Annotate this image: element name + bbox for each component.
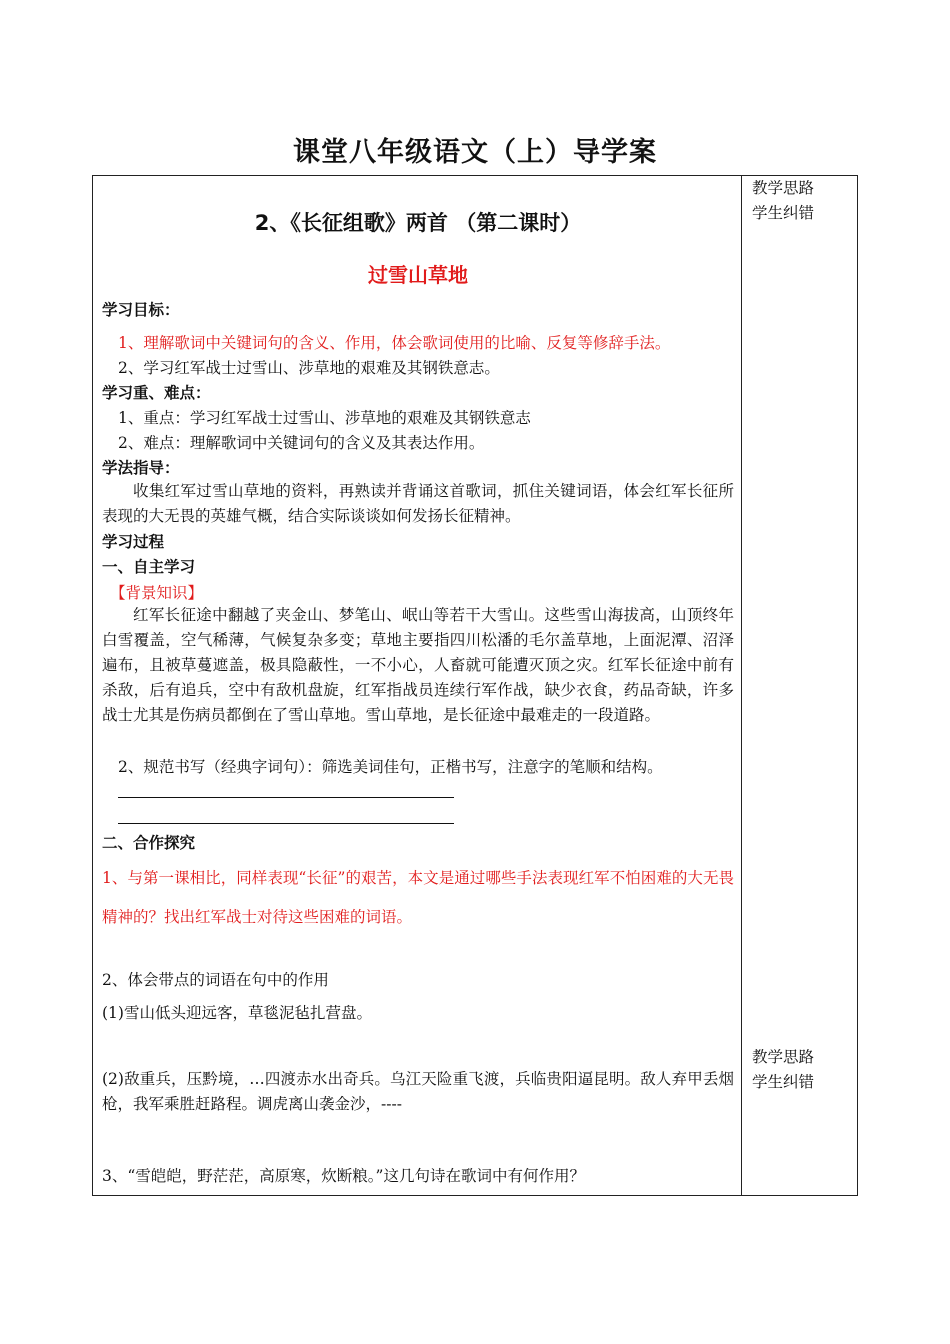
goal-item-1: 1、理解歌词中关键词句的含义、作用，体会歌词使用的比喻、反复等修辞手法。 xyxy=(118,334,671,352)
key-point-1: 1、重点：学习红军战士过雪山、涉草地的艰难及其钢铁意志 xyxy=(118,409,531,427)
question-3: 3、“雪皑皑，野茫茫，高原寒，炊断粮。”这几句诗在歌词中有何作用？ xyxy=(102,1167,585,1185)
writing-task: 2、规范书写（经典字词句）：筛选美词佳句，正楷书写，注意字的笔顺和结构。 xyxy=(118,758,663,776)
question-2: 2、体会带点的词语在句中的作用 xyxy=(102,971,329,989)
side-note-correction: 学生纠错 xyxy=(752,204,815,222)
side-notes-bottom xyxy=(752,1045,814,1095)
sub-title: 过雪山草地 xyxy=(368,263,468,287)
page-title: 课堂八年级语文（上）导学案 xyxy=(293,137,657,168)
question-1: 1、与第一课相比，同样表现“长征”的艰苦，本文是通过哪些手法表现红军不怕困难的大无畏精神的？找出红军战士对待这些困难的词语。 xyxy=(102,869,734,926)
background-label: 【背景知识】 xyxy=(110,584,204,602)
column-divider xyxy=(741,175,742,1196)
side-note-teaching: 教学思路 xyxy=(752,1048,815,1066)
key-point-2: 2、难点：理解歌词中关键词句的含义及其表达作用。 xyxy=(118,434,485,452)
answer-line-1 xyxy=(118,797,454,798)
side-note-correction: 学生纠错 xyxy=(752,1073,815,1091)
section1-heading: 一、自主学习 xyxy=(102,558,196,576)
method-text: 收集红军过雪山草地的资料，再熟读并背诵这首歌词，抓住关键词语，体会红军长征所表现的大无畏的英雄气概，结合实际谈谈如何发扬长征精神。 xyxy=(102,482,734,525)
question-2-sentence-2: (2)敌重兵，压黔境，…四渡赤水出奇兵。乌江天险重飞渡，兵临贵阳逼昆明。敌人弃甲丢烟枪，我军乘胜赶路程。调虎离山袭金沙，---- xyxy=(102,1070,734,1113)
method-heading: 学法指导： xyxy=(102,459,180,477)
background-text: 红军长征途中翻越了夹金山、梦笔山、岷山等若干大雪山。这些雪山海拔高，山顶终年白雪覆盖，空气稀薄，气候复杂多变；草地主要指四川松潘的毛尔盖草地，上面泥潭、沼泽遍布，且被草蔓遮盖，极具隐蔽性，一不小心，人畜就可能遭灭顶之灾。红军长征途中前有杀敌，后有追兵，空中有敌机盘旋，红军指战员连续行军作战，缺少衣食，药品奇缺，许多战士尤其是伤病员都倒在了雪山草地。雪山草地，是长征途中最难走的一段道路。 xyxy=(102,606,734,724)
question-2-sentence-1: (1)雪山低头迎远客，草毯泥毡扎营盘。 xyxy=(102,1004,372,1022)
goals-heading: 学习目标： xyxy=(102,301,180,319)
lesson-title: 2、《长征组歌》两首 （第二课时） xyxy=(254,211,582,235)
side-notes-top xyxy=(752,176,814,226)
process-heading: 学习过程 xyxy=(102,533,165,551)
goal-item-2: 2、学习红军战士过雪山、涉草地的艰难及其钢铁意志。 xyxy=(118,359,500,377)
side-note-teaching: 教学思路 xyxy=(752,179,815,197)
section2-heading: 二、合作探究 xyxy=(102,834,196,852)
answer-line-2 xyxy=(118,823,454,824)
key-points-heading: 学习重、难点： xyxy=(102,384,211,402)
